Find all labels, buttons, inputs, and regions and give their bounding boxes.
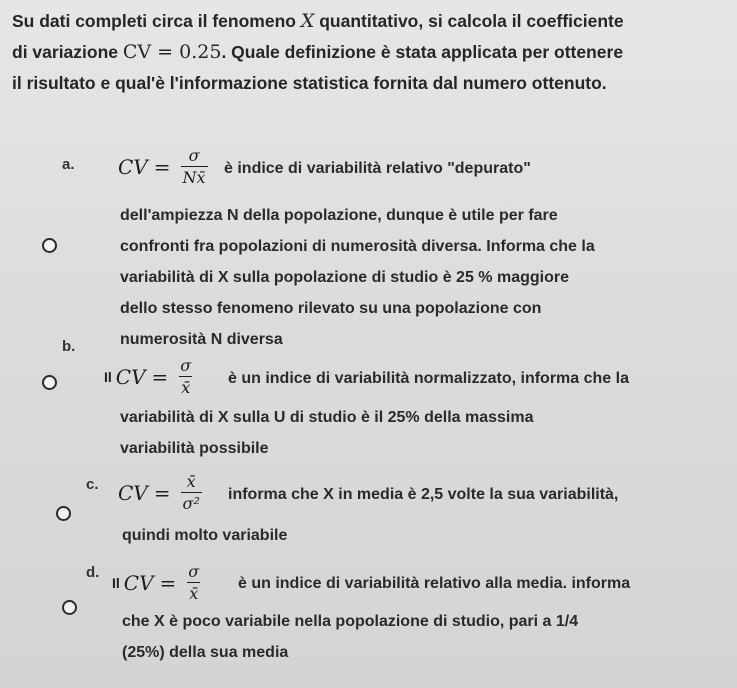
fraction-numerator: σ (188, 562, 200, 581)
option-d-radio[interactable] (62, 600, 77, 615)
equals-sign: = (159, 570, 177, 595)
option-a-line: variabilità di X sulla popolazione di studio è 25 % maggiore (120, 269, 569, 286)
option-a-formula (118, 146, 212, 187)
question-line-3: il risultato e qual'è l'informazione statistica fornita dal numero ottenuto. (12, 73, 607, 93)
fraction-denominator: Nx̄ (182, 168, 206, 187)
question-line-1-text-a: Su dati completi circa il fenomeno (12, 11, 301, 31)
option-c-formula (118, 472, 206, 513)
option-b-body (120, 402, 533, 464)
fraction (186, 562, 201, 603)
option-a-body (120, 200, 595, 355)
option-d-body (122, 606, 578, 668)
formula-lhs: CV (123, 570, 154, 595)
option-d-letter: d. (86, 564, 100, 581)
option-a-line: dello stesso fenomeno rilevato su una popolazione con (120, 300, 542, 317)
option-c-text-first: informa che X in media è 2,5 volte la sua variabilità, (228, 486, 619, 503)
option-b-prefix: Il (104, 368, 112, 385)
equals-sign: = (153, 480, 171, 505)
option-a-text-first: è indice di variabilità relativo "depurato" (224, 160, 531, 177)
option-c-radio[interactable] (56, 506, 71, 521)
option-b-radio[interactable] (42, 375, 57, 390)
option-b-line: variabilità di X sulla U di studio è il 25% della massima (120, 409, 534, 426)
formula-lhs: CV (115, 364, 146, 389)
option-b-formula (104, 356, 197, 397)
option-d-text-first: è un indice di variabilità relativo alla media. informa (238, 575, 631, 592)
question-line-1-text-b: quantitativo, si calcola il coefficiente (314, 11, 624, 31)
option-d-formula (112, 562, 205, 603)
option-d-prefix: Il (112, 574, 120, 591)
formula-lhs: CV (118, 154, 148, 179)
fraction (178, 356, 193, 397)
question-text (12, 6, 727, 99)
option-d-line: che X è poco variabile nella popolazione di studio, pari a 1/4 (122, 613, 579, 630)
fraction-numerator: σ (180, 356, 192, 375)
equals-sign: = (151, 364, 169, 389)
option-a-letter: a. (62, 156, 75, 173)
option-b-text-first: è un indice di variabilità normalizzato, informa che la (228, 370, 629, 387)
option-a-line: numerosità N diversa (120, 331, 283, 348)
fraction-denominator: x̄ (189, 584, 199, 603)
option-c-line: quindi molto variabile (122, 527, 288, 544)
fraction (181, 472, 202, 513)
option-a-line: confronti fra popolazioni di numerosità diversa. Informa che la (120, 238, 595, 255)
option-c-body (122, 520, 287, 551)
equals-sign: = (153, 154, 171, 179)
option-a-radio[interactable] (42, 238, 57, 253)
question-cv-value: CV = 0.25 (122, 41, 222, 63)
question-line-2-text-b: . Quale definizione è stata applicata per ottenere (221, 42, 624, 62)
question-line-2-text-a: di variazione (12, 42, 123, 62)
question-line-1 (12, 6, 727, 37)
fraction (181, 146, 208, 187)
option-b-letter: b. (62, 338, 76, 355)
option-d-line: (25%) della sua media (122, 644, 289, 661)
option-a-line: dell'ampiezza N della popolazione, dunque è utile per fare (120, 207, 558, 224)
fraction-numerator: σ (188, 146, 200, 165)
option-b-line: variabilità possibile (120, 440, 269, 457)
fraction-numerator: x̄ (186, 472, 196, 491)
formula-lhs: CV (118, 480, 148, 505)
fraction-denominator: x̄ (181, 378, 191, 397)
option-c-letter: c. (86, 476, 99, 493)
fraction-denominator: σ² (182, 494, 200, 513)
question-line-2 (12, 37, 727, 68)
question-var-x: X (300, 10, 315, 32)
